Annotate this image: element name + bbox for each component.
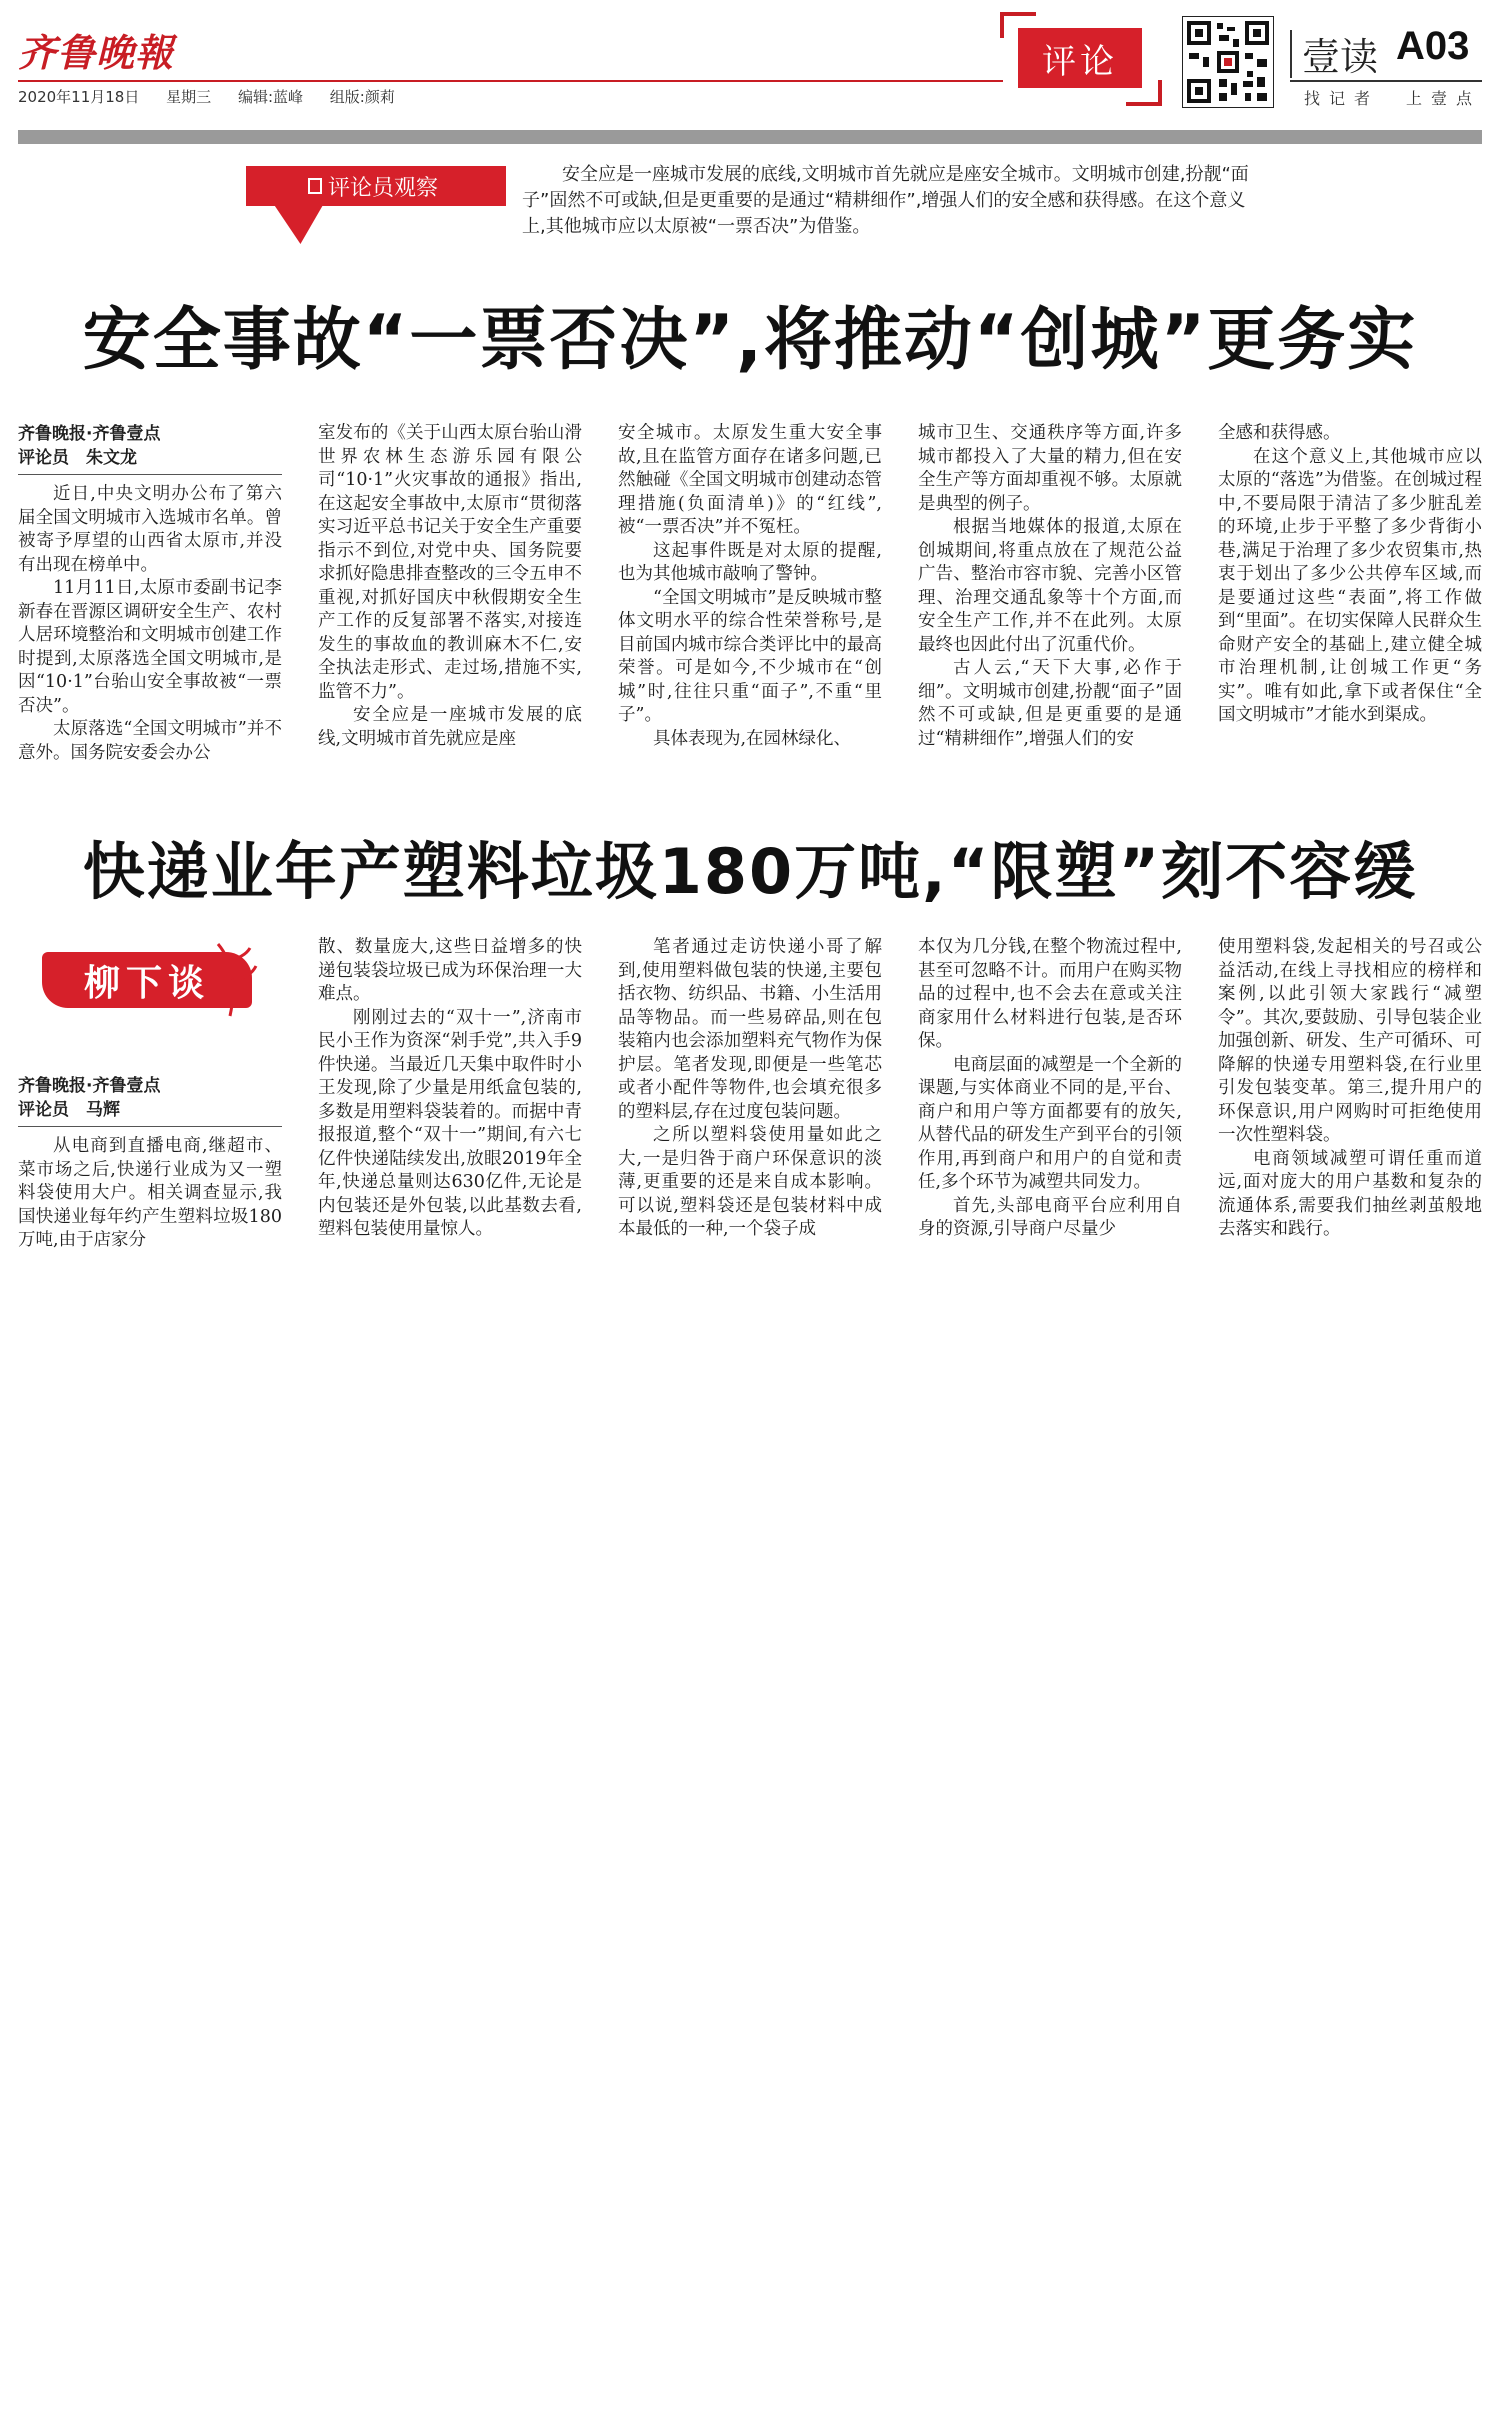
header-rule [18,80,1003,82]
article2-headline: 快递业年产塑料垃圾180万吨,“限塑”刻不容缓 [82,835,1418,908]
paragraph: 笔者通过走访快递小哥了解到,使用塑料做包装的快递,主要包括衣物、纺织品、书籍、小生活用品等物品。而一些易碎品,则在包装箱内也会添加塑料充气物作为保护层。笔者发现,即便是一些笔芯或者小配件等物件,也会填充很多的塑料层,存在过度包装问题。 [618,937,882,1122]
byline-author: 评论员 朱文龙 [18,448,137,468]
article1-col-3 [618,422,882,751]
article1-col-2 [318,422,582,751]
observer-tag [246,166,506,206]
issue-weekday: 星期三 [166,88,212,106]
observer-tag-label: 评论员观察 [328,175,439,201]
paragraph: 本仅为几分钱,在整个物流过程中,甚至可忽略不计。而用户在购买物品的过程中,也不会去在意或关注商家用什么材料进行包装,是否环保。 [918,937,1182,1051]
tag-pointer [250,204,323,244]
byline-author: 评论员 马辉 [18,1100,120,1120]
article2-byline [18,1074,282,1127]
paragraph: 首先,头部电商平台应利用自身的资源,引导商户尽量少 [918,1195,1182,1239]
article2-col-5 [1218,936,1482,1242]
article1-byline [18,422,282,475]
paragraph: 散、数量庞大,这些日益增多的快递包装袋垃圾已成为环保治理一大难点。 [318,937,582,1004]
article2-col-1 [18,1074,282,1253]
paragraph: 根据当地媒体的报道,太原在创城期间,将重点放在了规范公益广告、整治市容市貌、完善小区管理、治理交通乱象等十个方面,而安全生产工作,并不在此列。太原最终也因此付出了沉重代价。 [918,517,1182,655]
paragraph: 近日,中央文明办公布了第六届全国文明城市入选城市名单。曾被寄予厚望的山西省太原市,并没有出现在榜单中。 [18,484,282,575]
slogan-left: 找记者 [1304,89,1380,108]
page-number: A03 [1396,24,1470,68]
doc-icon [308,178,322,194]
header-divider [1290,30,1292,78]
byline-source: 齐鲁晚报·齐鲁壹点 [18,1076,161,1096]
paragraph: 全感和获得感。 [1218,423,1341,443]
paragraph: 这起事件既是对太原的提醒,也为其他城市敲响了警钟。 [618,540,882,584]
paragraph: 在这个意义上,其他城市应以太原的“落选”为借鉴。在创城过程中,不要局限于清洁了多少脏乱差的环境,止步于平整了多少背街小巷,满足于治理了多少农贸集市,热衷于划出了多少公共停车区域,而是要通过这些“表面”,将工作做到“里面”。在切实保障人民群众生命财产安全的基础上,建立健全城市治理机制,让创城工作更“务实”。唯有如此,拿下或者保住“全国文明城市”才能水到渠成。 [1218,446,1482,725]
paragraph: 11月11日,太原市委副书记李新春在晋源区调研安全生产、农村人居环境整治和文明城市创建工作时提到,太原落选全国文明城市,是因“10·1”台骀山安全事故被“一票否决”。 [18,578,282,716]
slogan-right: 上壹点 [1406,89,1482,108]
paragraph: 电商领域减塑可谓任重而道远,面对庞大的用户基数和复杂的流通体系,需要我们抽丝剥茧般地去落实和践行。 [1218,1148,1482,1239]
qr-code-icon[interactable] [1182,16,1274,108]
paragraph: 使用塑料袋,发起相关的号召或公益活动,在线上寻找相应的榜样和案例,以此引领大家践行“减塑令”。其次,要鼓励、引导包装企业加强创新、研发、生产可循环、可降解的快递专用塑料袋,在行业里引发包装变革。第三,提升用户的环保意识,用户网购时可拒绝使用一次性塑料袋。 [1218,937,1482,1145]
paragraph: 太原落选“全国文明城市”并不意外。国务院安委会办公 [18,719,282,763]
column-badge: 柳下谈 [42,952,252,1008]
paragraph: 刚刚过去的“双十一”,济南市民小王作为资深“剁手党”,共入手9件快递。当最近几天集中取件时小王发现,除了少量是用纸盒包装的,多数是用塑料袋装着的。而据中青报报道,整个“双十一”期间,有六七亿件快递陆续发出,放眼2019年全年,快递总量则达630亿件,无论是内包装还是外包装,以此基数去看,塑料包装使用量惊人。 [318,1007,582,1239]
section-label: 评论 [1018,28,1142,88]
willow-leaf-icon [210,940,260,1020]
paragraph: 安全应是一座城市发展的底线,文明城市首先就应是座 [318,705,582,749]
layout-credit: 组版:颜莉 [329,88,395,106]
article2-col-3 [618,936,882,1242]
article2-col-4 [918,936,1182,1242]
article1-col-4 [918,422,1182,751]
article1-intro: 安全应是一座城市发展的底线,文明城市首先就应是座安全城市。文明城市创建,扮靓“面子”固然不可或缺,但是更重要的是通过“精耕细作”,增强人们的安全感和获得感。在这个意义上,其他城市应以太原被“一票否决”为借鉴。 [522,164,1249,237]
byline-source: 齐鲁晚报·齐鲁壹点 [18,424,161,444]
dateline [18,86,417,107]
brand-name: 壹读 [1302,35,1379,79]
header-rule-right [1290,80,1482,82]
header-grey-bar [18,130,1482,144]
paragraph: 城市卫生、交通秩序等方面,许多城市都投入了大量的精力,但在安全生产等方面却重视不够。太原就是典型的例子。 [918,423,1182,514]
article1-headline: 安全事故“一票否决”,将推动“创城”更务实 [82,301,1418,380]
paragraph: 室发布的《关于山西太原台骀山滑世界农林生态游乐园有限公司“10·1”火灾事故的通报》指出,在这起安全事故中,太原市“贯彻落实习近平总书记关于安全生产重要指示不到位,对党中央、国务院要求抓好隐患排查整改的三令五申不重视,对抓好国庆中秋假期安全生产工作的反复部署不落实,对接连发生的事故血的教训麻木不仁,安全执法走形式、走过场,措施不实,监管不力”。 [318,423,582,702]
article1-col-5 [1218,422,1482,728]
paragraph: 电商层面的减塑是一个全新的课题,与实体商业不同的是,平台、商户和用户等方面都要有的放矢,从替代品的研发生产到平台的引领作用,再到商户和用户的自觉和责任,多个环节为减塑共同发力。 [918,1054,1182,1192]
paragraph: 安全城市。太原发生重大安全事故,且在监管方面存在诸多问题,已然触碰《全国文明城市创建动态管理措施(负面清单)》的“红线”,被“一票否决”并不冤枉。 [618,423,882,537]
paragraph: 古人云,“天下大事,必作于细”。文明城市创建,扮靓“面子”固然不可或缺,但是更重要的是通过“精耕细作”,增强人们的安 [918,658,1182,749]
paragraph: 具体表现为,在园林绿化、 [653,728,852,749]
paragraph: 从电商到直播电商,继超市、菜市场之后,快递行业成为又一塑料袋使用大户。相关调查显示,我国快递业每年约产生塑料垃圾180万吨,由于店家分 [18,1136,282,1250]
editor-credit: 编辑:蓝峰 [237,88,303,106]
masthead-logo: 齐鲁晚報 [18,30,175,75]
paragraph: 之所以塑料袋使用量如此之大,一是归咎于商户环保意识的淡薄,更重要的还是来自成本影响。可以说,塑料袋还是包装材料中成本最低的一种,一个袋子成 [618,1125,882,1239]
paragraph: “全国文明城市”是反映城市整体文明水平的综合性荣誉称号,是目前国内城市综合类评比中的最高荣誉。可是如今,不少城市在“创城”时,往往只重“面子”,不重“里子”。 [618,587,882,725]
article1-col-1 [18,422,282,765]
issue-date: 2020年11月18日 [18,88,140,106]
article2-col-2 [318,936,582,1242]
